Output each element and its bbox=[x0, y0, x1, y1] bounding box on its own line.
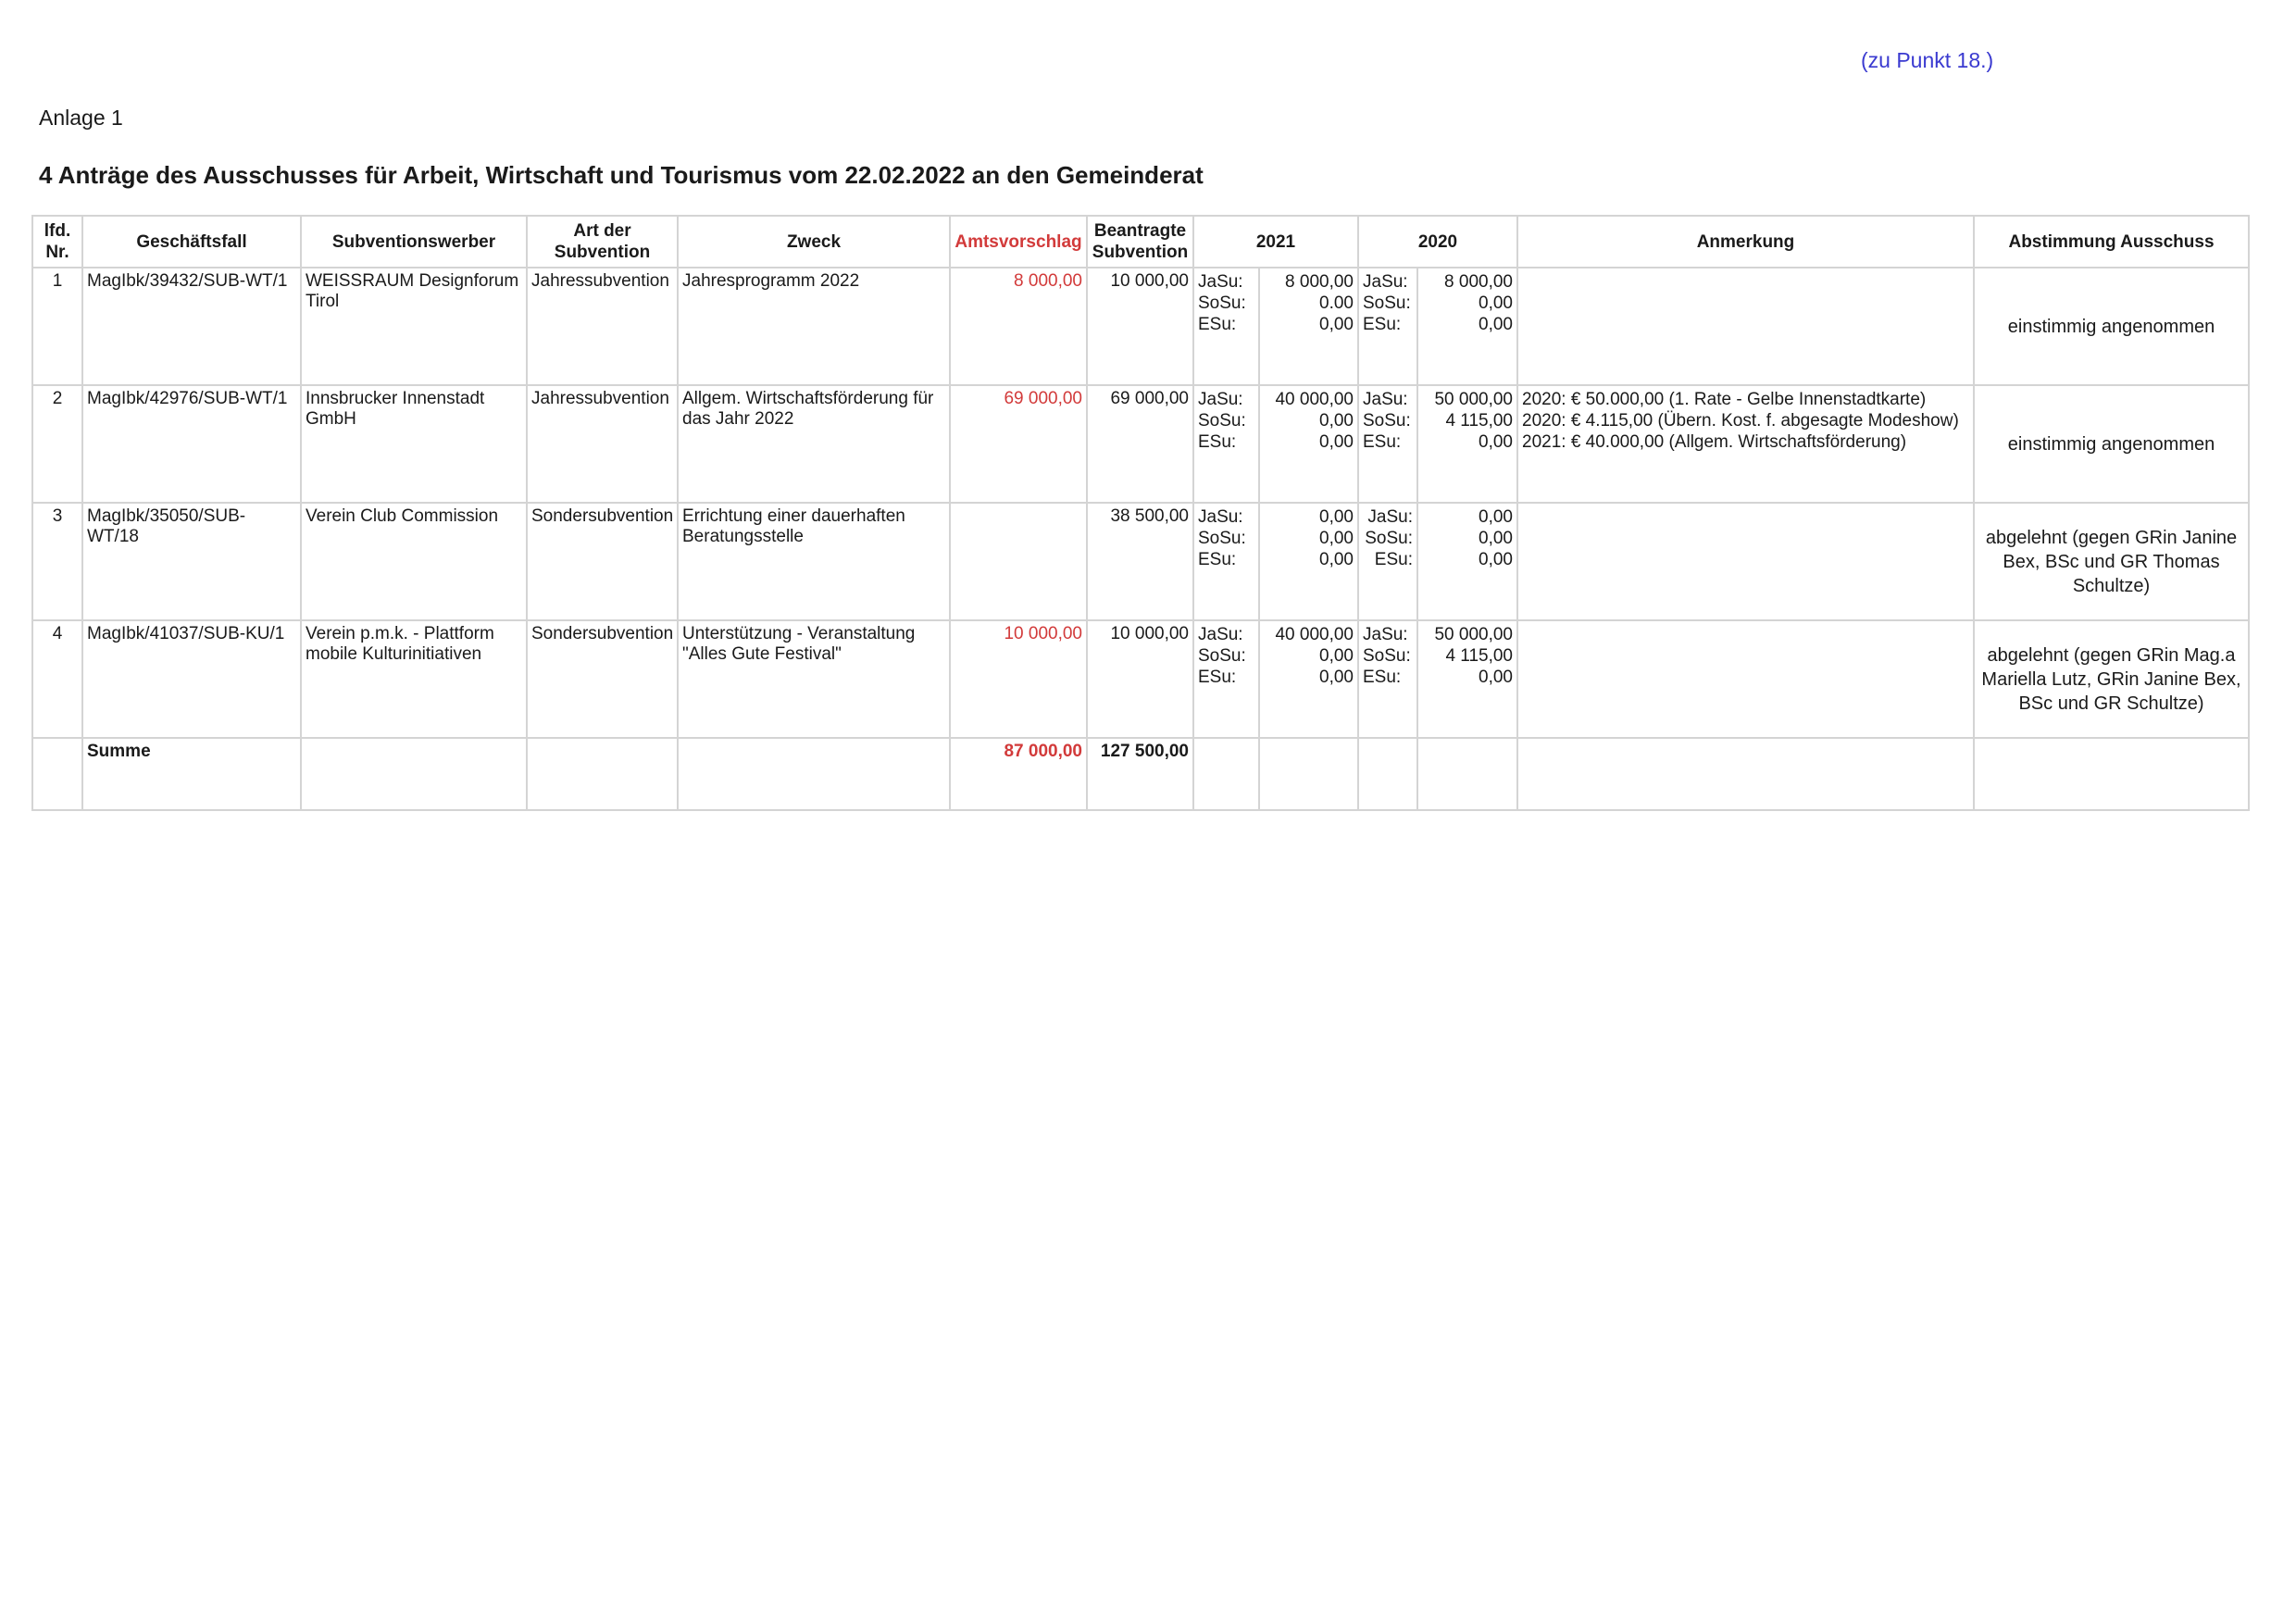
value-2021-sosu: 0,00 bbox=[1319, 646, 1354, 666]
value-2021-esu: 0,00 bbox=[1319, 550, 1354, 569]
cell-empty bbox=[1974, 738, 2249, 810]
value-2020-sosu: 0,00 bbox=[1479, 293, 1513, 313]
cell-geschaeftsfall: MagIbk/41037/SUB-KU/1 bbox=[82, 620, 301, 738]
cell-2021-values bbox=[1259, 503, 1358, 620]
cell-beantragt: 10 000,00 bbox=[1087, 268, 1193, 385]
value-2021-esu: 0,00 bbox=[1319, 315, 1354, 334]
cell-amtsvorschlag bbox=[950, 503, 1087, 620]
cell-beantragt: 38 500,00 bbox=[1087, 503, 1193, 620]
header-geschaeftsfall: Geschäftsfall bbox=[82, 216, 301, 268]
value-2021-esu: 0,00 bbox=[1319, 432, 1354, 452]
value-2020-jasu: 8 000,00 bbox=[1444, 272, 1513, 292]
header-amtsvorschlag: Amtsvorschlag bbox=[950, 216, 1087, 268]
value-2020-jasu: 50 000,00 bbox=[1434, 625, 1513, 644]
label-sosu: SoSu: bbox=[1363, 646, 1411, 666]
sum-beantragt: 127 500,00 bbox=[1087, 738, 1193, 810]
note-line: 2020: € 4.115,00 (Übern. Kost. f. abgesagte Modeshow) bbox=[1522, 411, 1959, 431]
cell-empty bbox=[32, 738, 82, 810]
header-art: Art der Subvention bbox=[527, 216, 678, 268]
sum-label: Summe bbox=[82, 738, 301, 810]
cell-art: Sondersubvention bbox=[527, 503, 678, 620]
cell-zweck: Errichtung einer dauerhaften Beratungsstelle bbox=[678, 503, 950, 620]
subsidy-table bbox=[31, 215, 2250, 811]
cell-nr: 4 bbox=[32, 620, 82, 738]
label-esu: ESu: bbox=[1363, 432, 1402, 452]
cell-2020-labels bbox=[1358, 268, 1417, 385]
cell-abstimmung: einstimmig angenommen bbox=[1974, 268, 2249, 385]
label-jasu: JaSu: bbox=[1198, 390, 1243, 409]
cell-anmerkung bbox=[1517, 620, 1974, 738]
value-2020-esu: 0,00 bbox=[1479, 550, 1513, 569]
label-esu: ESu: bbox=[1198, 550, 1237, 569]
value-2021-esu: 0,00 bbox=[1319, 668, 1354, 687]
annex-label: Anlage 1 bbox=[39, 106, 123, 130]
cell-empty bbox=[1517, 738, 1974, 810]
table-row bbox=[32, 385, 2249, 503]
label-esu: ESu: bbox=[1198, 432, 1237, 452]
value-2020-esu: 0,00 bbox=[1479, 315, 1513, 334]
cell-amtsvorschlag: 8 000,00 bbox=[950, 268, 1087, 385]
value-2020-jasu: 50 000,00 bbox=[1434, 390, 1513, 409]
table-row bbox=[32, 620, 2249, 738]
label-jasu: JaSu: bbox=[1363, 390, 1408, 409]
value-2021-sosu: 0,00 bbox=[1319, 529, 1354, 548]
cell-art: Jahressubvention bbox=[527, 268, 678, 385]
cell-empty bbox=[1358, 738, 1417, 810]
header-2020: 2020 bbox=[1358, 216, 1517, 268]
value-2021-sosu: 0.00 bbox=[1319, 293, 1354, 313]
document-title: 4 Anträge des Ausschusses für Arbeit, Wirtschaft und Tourismus vom 22.02.2022 an den Gemeinderat bbox=[39, 161, 1204, 189]
cell-subventionswerber: Innsbrucker Innenstadt GmbH bbox=[301, 385, 527, 503]
cell-2020-labels bbox=[1358, 620, 1417, 738]
cell-anmerkung bbox=[1517, 385, 1974, 503]
label-esu: ESu: bbox=[1198, 315, 1237, 334]
cell-2021-values bbox=[1259, 620, 1358, 738]
cell-2021-labels bbox=[1193, 503, 1259, 620]
cell-subventionswerber: Verein p.m.k. - Plattform mobile Kulturinitiativen bbox=[301, 620, 527, 738]
cell-empty bbox=[527, 738, 678, 810]
value-2020-sosu: 0,00 bbox=[1479, 529, 1513, 548]
value-2020-jasu: 0,00 bbox=[1479, 507, 1513, 527]
label-sosu: SoSu: bbox=[1198, 529, 1246, 548]
cell-2020-labels bbox=[1358, 385, 1417, 503]
label-jasu: JaSu: bbox=[1198, 272, 1243, 292]
table-row bbox=[32, 503, 2249, 620]
cell-2021-labels bbox=[1193, 268, 1259, 385]
label-sosu: SoSu: bbox=[1365, 529, 1413, 548]
value-2021-jasu: 8 000,00 bbox=[1285, 272, 1354, 292]
label-sosu: SoSu: bbox=[1363, 411, 1411, 431]
cell-art: Jahressubvention bbox=[527, 385, 678, 503]
cell-geschaeftsfall: MagIbk/42976/SUB-WT/1 bbox=[82, 385, 301, 503]
header-abstimmung: Abstimmung Ausschuss bbox=[1974, 216, 2249, 268]
cell-empty bbox=[678, 738, 950, 810]
reference-note: (zu Punkt 18.) bbox=[1861, 48, 1994, 72]
value-2020-sosu: 4 115,00 bbox=[1445, 411, 1513, 431]
cell-subventionswerber: WEISSRAUM Designforum Tirol bbox=[301, 268, 527, 385]
note-line: 2020: € 50.000,00 (1. Rate - Gelbe Innenstadtkarte) bbox=[1522, 390, 1927, 409]
label-jasu: JaSu: bbox=[1198, 507, 1243, 527]
cell-zweck: Jahresprogramm 2022 bbox=[678, 268, 950, 385]
cell-2021-values bbox=[1259, 268, 1358, 385]
cell-geschaeftsfall: MagIbk/35050/SUB-WT/18 bbox=[82, 503, 301, 620]
cell-abstimmung: abgelehnt (gegen GRin Mag.a Mariella Lutz, GRin Janine Bex, BSc und GR Schultze) bbox=[1974, 620, 2249, 738]
value-2020-esu: 0,00 bbox=[1479, 668, 1513, 687]
value-2020-esu: 0,00 bbox=[1479, 432, 1513, 452]
label-sosu: SoSu: bbox=[1363, 293, 1411, 313]
note-line: 2021: € 40.000,00 (Allgem. Wirtschaftsförderung) bbox=[1522, 432, 1907, 452]
cell-abstimmung: abgelehnt (gegen GRin Janine Bex, BSc und GR Thomas Schultze) bbox=[1974, 503, 2249, 620]
label-esu: ESu: bbox=[1363, 668, 1402, 687]
header-2021: 2021 bbox=[1193, 216, 1358, 268]
value-2020-sosu: 4 115,00 bbox=[1445, 646, 1513, 666]
label-sosu: SoSu: bbox=[1198, 293, 1246, 313]
cell-2021-labels bbox=[1193, 620, 1259, 738]
cell-2020-values bbox=[1417, 268, 1517, 385]
label-jasu: JaSu: bbox=[1363, 272, 1408, 292]
label-esu: ESu: bbox=[1198, 668, 1237, 687]
cell-2020-values bbox=[1417, 385, 1517, 503]
value-2021-sosu: 0,00 bbox=[1319, 411, 1354, 431]
cell-nr: 3 bbox=[32, 503, 82, 620]
cell-beantragt: 10 000,00 bbox=[1087, 620, 1193, 738]
cell-amtsvorschlag: 10 000,00 bbox=[950, 620, 1087, 738]
cell-subventionswerber: Verein Club Commission bbox=[301, 503, 527, 620]
cell-art: Sondersubvention bbox=[527, 620, 678, 738]
cell-2020-values bbox=[1417, 503, 1517, 620]
cell-2020-values bbox=[1417, 620, 1517, 738]
sum-amtsvorschlag: 87 000,00 bbox=[950, 738, 1087, 810]
label-sosu: SoSu: bbox=[1198, 646, 1246, 666]
cell-amtsvorschlag: 69 000,00 bbox=[950, 385, 1087, 503]
cell-zweck: Unterstützung - Veranstaltung "Alles Gute Festival" bbox=[678, 620, 950, 738]
label-esu: ESu: bbox=[1374, 550, 1413, 569]
label-sosu: SoSu: bbox=[1198, 411, 1246, 431]
cell-empty bbox=[301, 738, 527, 810]
value-2021-jasu: 40 000,00 bbox=[1275, 390, 1354, 409]
value-2021-jasu: 40 000,00 bbox=[1275, 625, 1354, 644]
header-anmerkung: Anmerkung bbox=[1517, 216, 1974, 268]
cell-empty bbox=[1417, 738, 1517, 810]
label-esu: ESu: bbox=[1363, 315, 1402, 334]
header-nr: lfd. Nr. bbox=[32, 216, 82, 268]
label-jasu: JaSu: bbox=[1367, 507, 1413, 527]
cell-geschaeftsfall: MagIbk/39432/SUB-WT/1 bbox=[82, 268, 301, 385]
cell-2021-values bbox=[1259, 385, 1358, 503]
cell-empty bbox=[1193, 738, 1259, 810]
table-header-row bbox=[32, 216, 2249, 268]
header-beantragte-subvention: Beantragte Subvention bbox=[1087, 216, 1193, 268]
sum-row bbox=[32, 738, 2249, 810]
cell-anmerkung bbox=[1517, 503, 1974, 620]
header-subventionswerber: Subventionswerber bbox=[301, 216, 527, 268]
cell-nr: 1 bbox=[32, 268, 82, 385]
cell-zweck: Allgem. Wirtschaftsförderung für das Jahr 2022 bbox=[678, 385, 950, 503]
label-jasu: JaSu: bbox=[1198, 625, 1243, 644]
cell-2020-labels bbox=[1358, 503, 1417, 620]
cell-beantragt: 69 000,00 bbox=[1087, 385, 1193, 503]
cell-2021-labels bbox=[1193, 385, 1259, 503]
cell-nr: 2 bbox=[32, 385, 82, 503]
header-zweck: Zweck bbox=[678, 216, 950, 268]
cell-empty bbox=[1259, 738, 1358, 810]
table-row bbox=[32, 268, 2249, 385]
label-jasu: JaSu: bbox=[1363, 625, 1408, 644]
cell-abstimmung: einstimmig angenommen bbox=[1974, 385, 2249, 503]
cell-anmerkung bbox=[1517, 268, 1974, 385]
value-2021-jasu: 0,00 bbox=[1319, 507, 1354, 527]
